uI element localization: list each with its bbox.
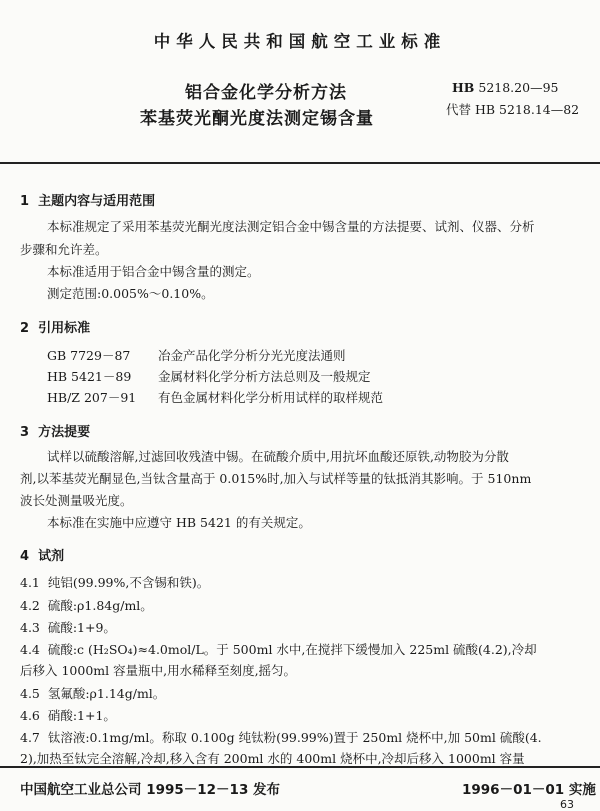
reagent-item bbox=[20, 706, 116, 724]
reagent-number: 4.2 bbox=[20, 598, 40, 613]
reagent-text: 硫酸:1+9。 bbox=[47, 620, 116, 635]
reagent-text: 纯铝(99.99%,不含锡和铁)。 bbox=[47, 575, 210, 590]
reagent-item bbox=[20, 573, 209, 591]
reagent-text: 钛溶液:0.1mg/ml。称取 0.100g 纯钛粉(99.99%)置于 250ml 烧杯中,加 50ml 硫酸(4. bbox=[47, 730, 542, 745]
doc-title-line2: 苯基荧光酮光度法测定锡含量 bbox=[140, 109, 374, 129]
section1-para3: 测定范围:0.005%～0.10%。 bbox=[47, 286, 214, 301]
reagent-text: 硝酸:1+1。 bbox=[47, 708, 116, 723]
section3-para1-line2: 剂,以苯基荧光酮显色,当钛含量高于 0.015%时,加入与试样等量的钛抵消其影响。于 510nm bbox=[20, 471, 532, 486]
reagent-item bbox=[20, 596, 153, 614]
ref-code-2: HB 5421－89 bbox=[47, 369, 132, 384]
standard-code bbox=[452, 80, 558, 95]
section1-para2: 本标准适用于铝合金中锡含量的测定。 bbox=[47, 264, 260, 279]
reagent-continuation: 后移入 1000ml 容量瓶中,用水稀释至刻度,摇匀。 bbox=[20, 663, 297, 678]
effective-date: 1996－01－01 实施 bbox=[462, 782, 596, 798]
doc-title-line1: 铝合金化学分析方法 bbox=[185, 83, 347, 103]
reagent-number: 4.5 bbox=[20, 686, 40, 701]
header-divider bbox=[0, 162, 600, 164]
reagent-text: 氢氟酸:ρ1.14g/ml。 bbox=[47, 686, 166, 701]
reagent-number: 4.4 bbox=[20, 642, 40, 657]
section3-heading bbox=[20, 421, 90, 440]
section3-number: 3 bbox=[20, 425, 30, 440]
section3-para1-line3: 波长处测量吸光度。 bbox=[20, 493, 133, 508]
ref-code-3: HB/Z 207－91 bbox=[47, 390, 137, 405]
section1-number: 1 bbox=[20, 194, 30, 209]
ref-code-1: GB 7729－87 bbox=[47, 348, 131, 363]
section3-para1-line1: 试样以硫酸溶解,过滤回收残渣中锡。在硫酸介质中,用抗坏血酸还原铁,动物胶为分散 bbox=[47, 449, 509, 464]
reagent-text: 硫酸:c (H₂SO₄)≈4.0mol/L。于 500ml 水中,在搅拌下缓慢加入 225ml 硫酸(4.2),冷却 bbox=[47, 642, 537, 657]
standard-code-prefix: HB bbox=[452, 80, 475, 95]
reagent-item bbox=[20, 618, 116, 636]
reagent-continuation: 2),加热至钛完全溶解,冷却,移入含有 200ml 水的 400ml 烧杯中,冷却后移入 1000ml 容量 bbox=[20, 751, 525, 766]
reagent-text: 硫酸:ρ1.84g/ml。 bbox=[47, 598, 153, 613]
reagent-number: 4.3 bbox=[20, 620, 40, 635]
standard-code-number: 5218.20—95 bbox=[478, 80, 559, 95]
ref-title-1: 冶金产品化学分析分光光度法通则 bbox=[158, 348, 346, 363]
footer-divider bbox=[0, 766, 600, 768]
page-number: 63 bbox=[560, 798, 574, 811]
replaces-code: 代替 HB 5218.14—82 bbox=[446, 102, 580, 117]
section1-heading bbox=[20, 190, 155, 209]
section2-heading bbox=[20, 317, 90, 336]
section1-para1-line2: 步骤和允许差。 bbox=[20, 242, 108, 257]
reagent-number: 4.7 bbox=[20, 730, 40, 745]
section3-title: 方法提要 bbox=[38, 425, 91, 440]
section4-heading bbox=[20, 545, 64, 564]
section4-title: 试剂 bbox=[38, 549, 65, 564]
issue-date: 中国航空工业总公司 1995－12－13 发布 bbox=[20, 782, 281, 798]
ref-title-3: 有色金属材料化学分析用试样的取样规范 bbox=[158, 390, 384, 405]
section3-para2: 本标准在实施中应遵守 HB 5421 的有关规定。 bbox=[47, 515, 311, 530]
section1-title: 主题内容与适用范围 bbox=[38, 194, 156, 209]
reagent-item bbox=[20, 728, 542, 746]
ref-title-2: 金属材料化学分析方法总则及一般规定 bbox=[158, 369, 371, 384]
standard-org-title: 中华人民共和国航空工业标准 bbox=[153, 32, 447, 51]
section2-title: 引用标准 bbox=[38, 321, 91, 336]
reagent-item bbox=[20, 684, 165, 702]
reagent-number: 4.1 bbox=[20, 575, 40, 590]
section4-number: 4 bbox=[20, 549, 30, 564]
reagent-item bbox=[20, 640, 537, 658]
reagent-number: 4.6 bbox=[20, 708, 40, 723]
section1-para1-line1: 本标准规定了采用苯基荧光酮光度法测定铝合金中锡含量的方法提要、试剂、仪器、分析 bbox=[47, 219, 535, 234]
section2-number: 2 bbox=[20, 321, 30, 336]
